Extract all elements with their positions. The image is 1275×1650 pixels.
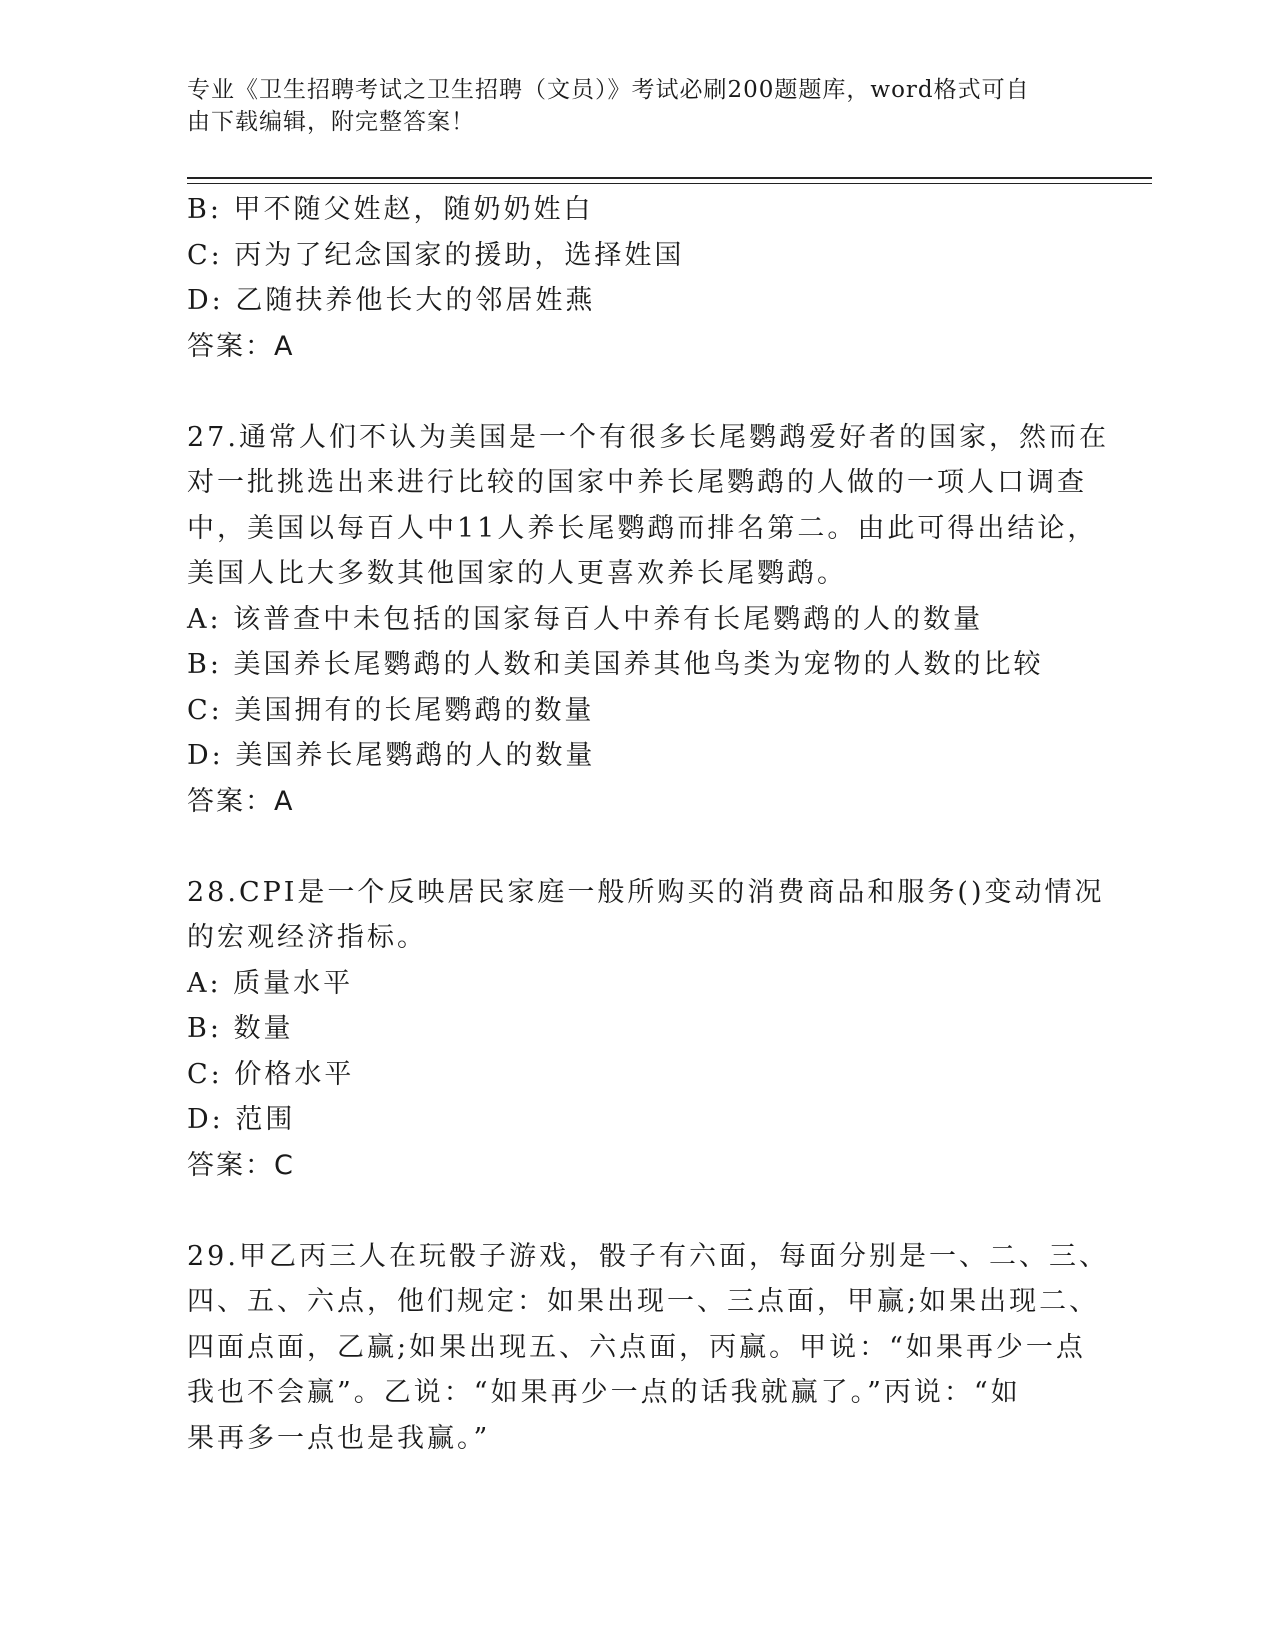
q29-stem-line: 四、五、六点，他们规定：如果出现一、三点面，甲赢;如果出现二、 [187, 1286, 1100, 1317]
q29-stem-line: 果再多一点也是我赢。” [187, 1422, 491, 1454]
q29-stem-line: 我也不会赢”。乙说：“如果再少一点的话我就赢了。”丙说：“如 [187, 1377, 1021, 1408]
q28-option-a: A: 质量水平 [187, 967, 354, 999]
spacer [187, 1188, 1077, 1234]
q28-stem-line: 28.CPI是一个反映居民家庭一般所购买的消费商品和服务()变动情况 [187, 876, 1105, 908]
header-line-2: 由下载编辑，附完整答案！ [187, 109, 475, 135]
header-rule-thin [187, 183, 1152, 184]
q29-stem-line: 四面点面，乙赢;如果出现五、六点面，丙赢。甲说：“如果再少一点 [187, 1331, 1086, 1363]
spacer [187, 824, 1077, 870]
document-header [187, 74, 1067, 138]
q27-stem-line: 27.通常人们不认为美国是一个有很多长尾鹦鹉爱好者的国家，然而在 [187, 421, 1109, 453]
q27-option-c: C: 美国拥有的长尾鹦鹉的数量 [187, 694, 595, 726]
q26-answer: 答案：A [187, 330, 295, 362]
q28-option-d: D: 范围 [187, 1104, 296, 1135]
q26-option-d: D: 乙随扶养他长大的邻居姓燕 [187, 285, 596, 316]
spacer [187, 369, 1077, 415]
q27-option-a: A: 该普查中未包括的国家每百人中养有长尾鹦鹉的人的数量 [187, 603, 984, 635]
question-29 [187, 1234, 1109, 1462]
q28-answer: 答案：C [187, 1149, 295, 1181]
question-26 [187, 187, 1077, 369]
q29-stem-line: 29.甲乙丙三人在玩骰子游戏，骰子有六面，每面分别是一、二、三、 [187, 1240, 1109, 1272]
q27-stem-line: 中，美国以每百人中11人养长尾鹦鹉而排名第二。由此可得出结论， [187, 512, 1098, 544]
header-line-1: 专业《卫生招聘考试之卫生招聘（文员）》考试必刷200题题库，word格式可自 [187, 77, 1030, 103]
question-28 [187, 870, 1105, 1189]
q27-option-b: B: 美国养长尾鹦鹉的人数和美国养其他鸟类为宠物的人数的比较 [187, 649, 1044, 680]
q27-answer: 答案：A [187, 785, 295, 817]
q28-option-b: B: 数量 [187, 1013, 294, 1044]
q27-stem-line: 对一批挑选出来进行比较的国家中养长尾鹦鹉的人做的一项人口调查 [187, 467, 1087, 498]
question-content [187, 187, 1109, 1461]
header-rule-thick [187, 177, 1152, 179]
q28-option-c: C: 价格水平 [187, 1058, 355, 1090]
question-27 [187, 415, 1109, 825]
q26-option-b: B: 甲不随父姓赵，随奶奶姓白 [187, 194, 594, 225]
q26-option-c: C: 丙为了纪念国家的援助，选择姓国 [187, 239, 685, 271]
q27-stem-line: 美国人比大多数其他国家的人更喜欢养长尾鹦鹉。 [187, 558, 847, 589]
q28-stem-line: 的宏观经济指标。 [187, 922, 427, 953]
q27-option-d: D: 美国养长尾鹦鹉的人的数量 [187, 740, 596, 771]
